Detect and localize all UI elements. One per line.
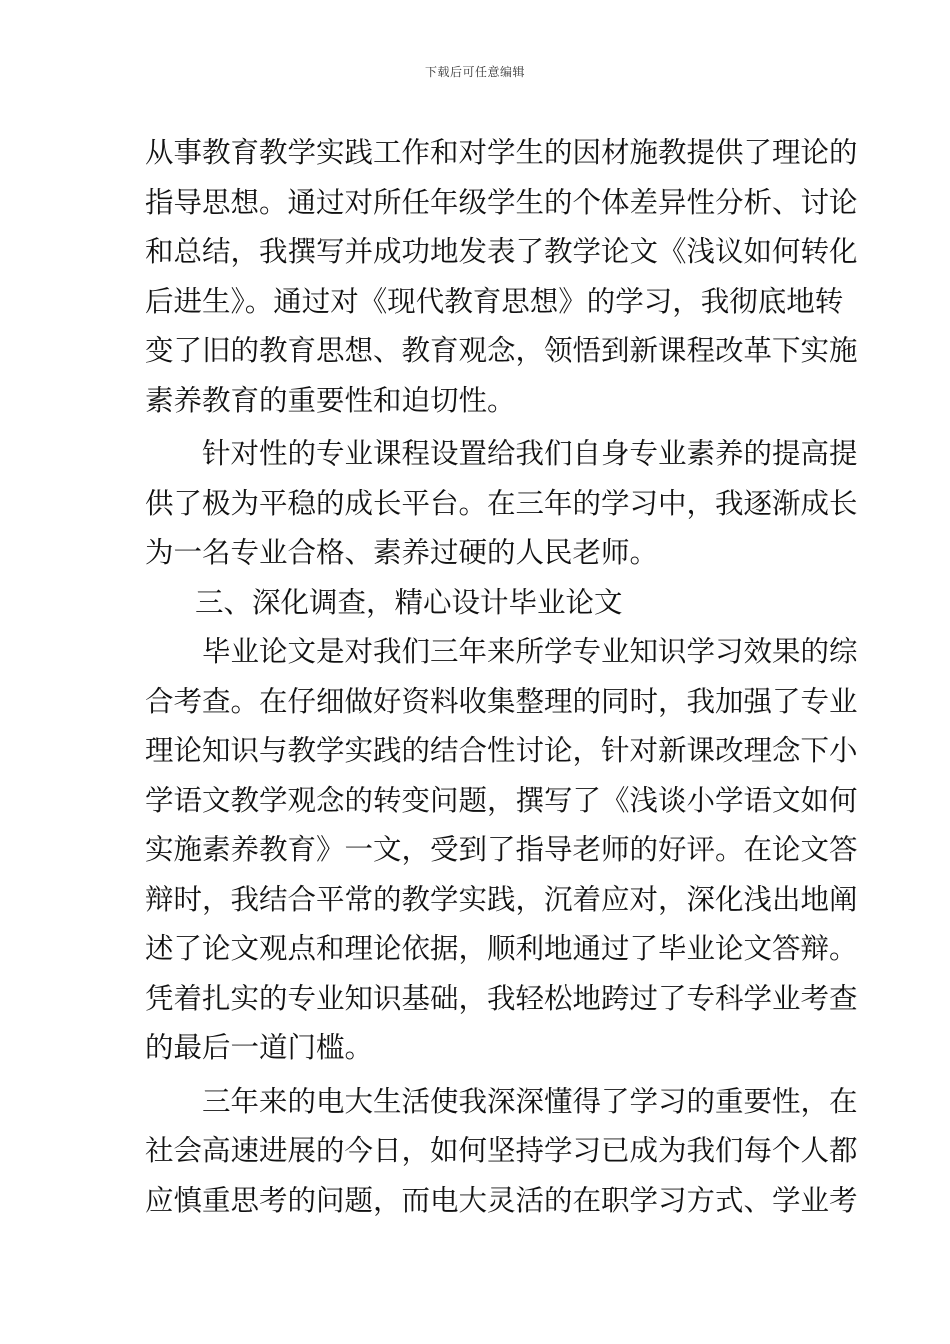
paragraph-line: 述了论文观点和理论依据，顺利地通过了毕业论文答辩。 (145, 932, 858, 965)
paragraph-line: 实施素养教育》一文，受到了指导老师的好评。在论文答 (145, 833, 858, 866)
paragraph-first-line: 三年来的电大生活使我深深懂得了学习的重要性，在 (202, 1084, 858, 1118)
paragraph-line: 理论知识与教学实践的结合性讨论，针对新课改理念下小 (145, 734, 858, 767)
paragraph-first-line: 毕业论文是对我们三年来所学专业知识学习效果的综 (202, 635, 858, 668)
document-body (145, 128, 858, 1225)
paragraph-line: 的最后一道门槛。 (145, 1031, 374, 1064)
section-heading: 三、深化调查，精心设计毕业论文 (195, 585, 623, 619)
paragraph-line: 指导思想。通过对所任年级学生的个体差异性分析、讨论 (145, 185, 858, 219)
paragraph-line: 学语文教学观念的转变问题，撰写了《浅谈小学语文如何 (145, 783, 858, 817)
paragraph-line: 辩时，我结合平常的教学实践，沉着应对，深化浅出地阐 (145, 882, 858, 916)
paragraph-line: 社会高速进展的今日，如何坚持学习已成为我们每个人都 (145, 1134, 858, 1167)
paragraph-first-line: 针对性的专业课程设置给我们自身专业素养的提高提 (202, 437, 858, 470)
paragraph-line: 从事教育教学实践工作和对学生的因材施教提供了理论的 (145, 136, 858, 169)
paragraph-line: 凭着扎实的专业知识基础，我轻松地跨过了专科学业考查 (145, 981, 858, 1015)
paragraph-line: 供了极为平稳的成长平台。在三年的学习中，我逐渐成长 (145, 486, 858, 520)
paragraph-line: 素养教育的重要性和迫切性。 (145, 383, 516, 417)
paragraph-line: 和总结，我撰写并成功地发表了教学论文《浅议如何转化 (145, 235, 858, 268)
page-header-note: 下载后可任意编辑 (424, 65, 525, 79)
paragraph-line: 应慎重思考的问题，而电大灵活的在职学习方式、学业考 (145, 1183, 858, 1217)
paragraph-line: 变了旧的教育思想、教育观念，领悟到新课程改革下实施 (145, 334, 858, 367)
paragraph-line: 为一名专业合格、素养过硬的人民老师。 (145, 536, 659, 569)
paragraph-line: 后进生》。通过对《现代教育思想》的学习，我彻底地转 (145, 284, 844, 318)
paragraph-line: 合考查。在仔细做好资料收集整理的同时，我加强了专业 (145, 684, 858, 718)
